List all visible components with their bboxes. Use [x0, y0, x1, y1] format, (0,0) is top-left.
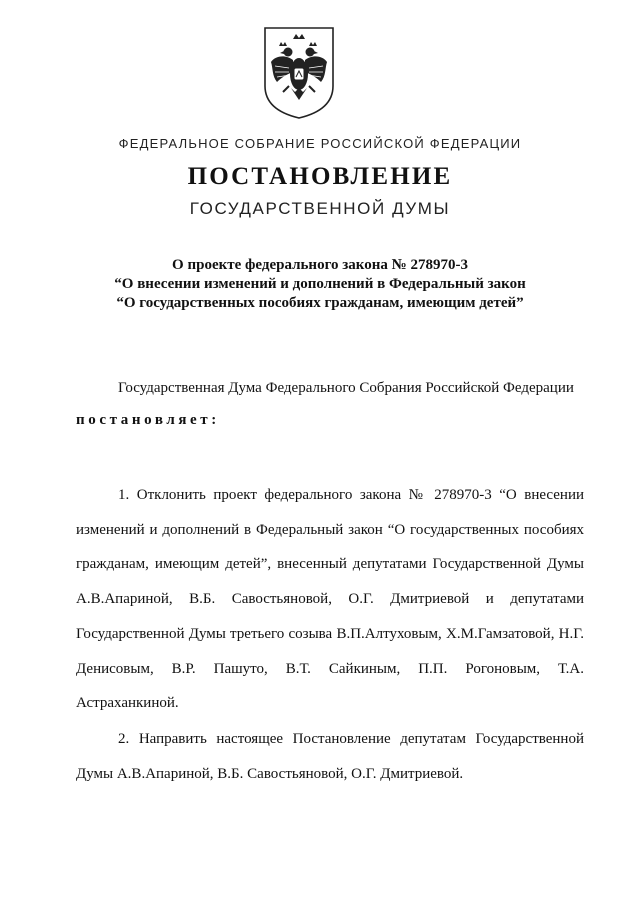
subject-line-1: О проекте федерального закона № 278970-3 — [172, 257, 468, 273]
organization-name: ФЕДЕРАЛЬНОЕ СОБРАНИЕ РОССИЙСКОЙ ФЕДЕРАЦИИ — [118, 136, 522, 151]
subject-line-3: “О государственных пособиях гражданам, имеющим детей” — [116, 295, 524, 311]
intro-paragraph: Государственная Дума Федерального Собрания Российской Федерации — [118, 380, 574, 396]
resolution-item-2: 2. Направить настоящее Постановление депутатам Государственной Думы А.В.Апариной, В.Б. Савостьяновой, О.Г. Дмитриевой. — [76, 731, 584, 782]
document-subtitle: ГОСУДАРСТВЕННОЙ ДУМЫ — [189, 199, 451, 218]
resolves-heading: постановляет: — [76, 412, 220, 428]
resolution-item-1: 1. Отклонить проект федерального закона № 278970-3 “О внесении изменений и дополнений в Федеральный закон “О государственных пособиях гражданам, имеющим детей”, внесенный депутатами Государственной Думы А.В.Апариной, В.Б. Савостьяновой, О.Г. Дмитриевой и депутатами Государственной Думы третьего созыва В.П.Алтуховым, Х.М.Гамзатовой, Н.Г. Денисовым, В.Р. Пашуто, В.Т. Сайкиным, П.П. Рогоновым, Т.А. Астраханкиной. — [76, 487, 584, 712]
subject-line-2: “О внесении изменений и дополнений в Федеральный закон — [114, 276, 526, 292]
document-subject — [0, 256, 640, 313]
document-title: ПОСТАНОВЛЕНИЕ — [187, 163, 453, 190]
russian-coat-of-arms-icon — [263, 26, 335, 120]
